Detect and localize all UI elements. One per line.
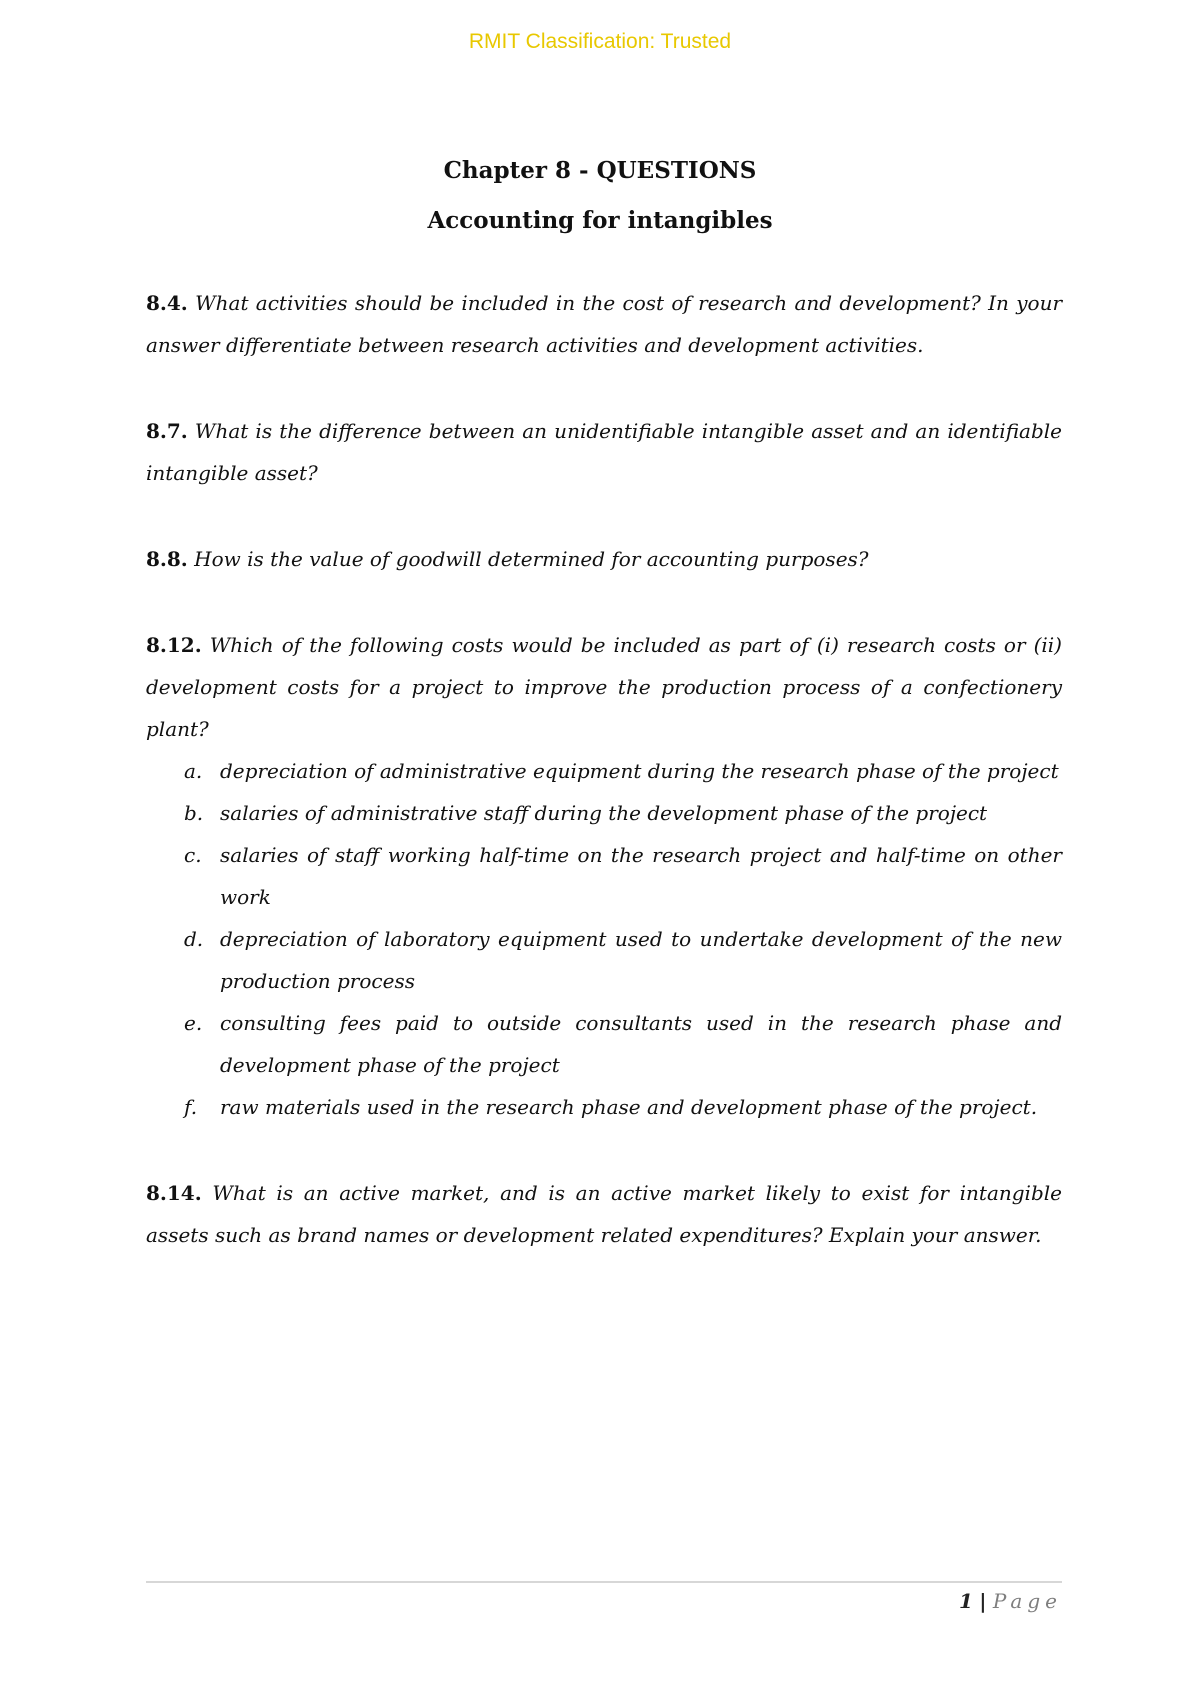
chapter-subtitle: Accounting for intangibles bbox=[427, 207, 773, 234]
option-letter: a. bbox=[184, 759, 203, 783]
question-number: 8.8. bbox=[146, 547, 188, 571]
option-letter: d. bbox=[184, 927, 204, 951]
page-label: Page bbox=[992, 1589, 1062, 1613]
option-f bbox=[146, 1086, 1062, 1128]
page-number: 1 bbox=[958, 1589, 973, 1613]
option-e bbox=[146, 1002, 1062, 1086]
question-number: 8.12. bbox=[146, 633, 202, 657]
classification-label: RMIT Classification: Trusted bbox=[468, 30, 732, 53]
option-letter: c. bbox=[184, 843, 202, 867]
option-letter: b. bbox=[184, 801, 204, 825]
questions-list bbox=[146, 282, 1062, 1300]
question-number: 8.7. bbox=[146, 419, 188, 443]
option-letter: e. bbox=[184, 1011, 203, 1035]
option-text: depreciation of laboratory equipment used to undertake development of the new production process bbox=[220, 927, 1062, 993]
question-8-7 bbox=[146, 410, 1062, 494]
footer-divider bbox=[146, 1581, 1062, 1583]
option-text: raw materials used in the research phase and development phase of the project. bbox=[220, 1095, 1038, 1119]
option-text: salaries of administrative staff during the development phase of the project bbox=[220, 801, 988, 825]
question-8-12 bbox=[146, 624, 1062, 1128]
question-text: How is the value of goodwill determined for accounting purposes? bbox=[194, 547, 869, 571]
option-a bbox=[146, 750, 1062, 792]
question-text: What activities should be included in the cost of research and development? In your answer differentiate between research activities and development activities. bbox=[146, 291, 1063, 357]
option-b bbox=[146, 792, 1062, 834]
options-list bbox=[146, 750, 1062, 1128]
page-title bbox=[0, 146, 1200, 246]
question-number: 8.14. bbox=[146, 1181, 202, 1205]
option-text: depreciation of administrative equipment during the research phase of the project bbox=[220, 759, 1059, 783]
page-separator: | bbox=[979, 1589, 987, 1613]
question-8-14 bbox=[146, 1172, 1062, 1256]
question-8-4 bbox=[146, 282, 1062, 366]
question-8-8 bbox=[146, 538, 1062, 580]
question-number: 8.4. bbox=[146, 291, 188, 315]
question-text: What is an active market, and is an active market likely to exist for intangible assets such as brand names or development related expenditures? Explain your answer. bbox=[146, 1181, 1062, 1247]
option-letter: f. bbox=[184, 1095, 198, 1119]
option-text: consulting fees paid to outside consultants used in the research phase and development phase of the project bbox=[220, 1011, 1062, 1077]
question-stem bbox=[146, 624, 1062, 750]
page-footer bbox=[146, 1586, 1062, 1616]
chapter-heading: Chapter 8 - QUESTIONS bbox=[443, 157, 757, 184]
option-c bbox=[146, 834, 1062, 918]
option-text: salaries of staff working half-time on the research project and half-time on other work bbox=[220, 843, 1062, 909]
option-d bbox=[146, 918, 1062, 1002]
question-text: Which of the following costs would be included as part of (i) research costs or (ii) development costs for a project to improve the production process of a confectionery plant? bbox=[146, 633, 1062, 741]
question-text: What is the difference between an unidentifiable intangible asset and an identifiable intangible asset? bbox=[146, 419, 1062, 485]
